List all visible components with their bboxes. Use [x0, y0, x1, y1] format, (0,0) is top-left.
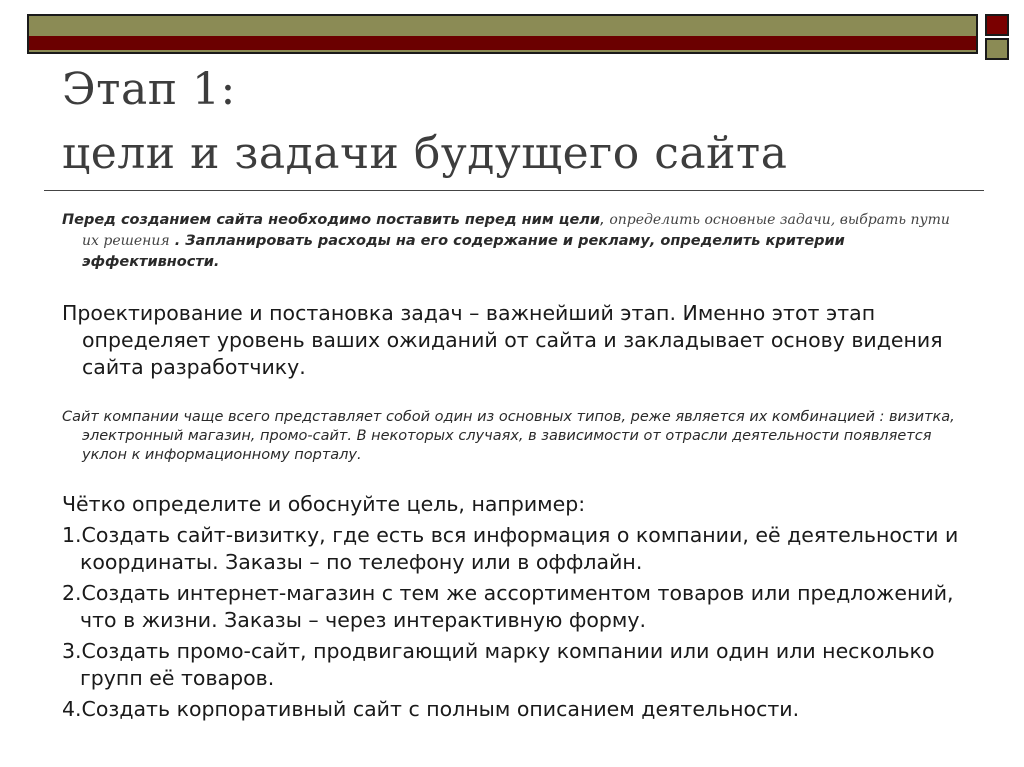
intro-part-b: определить основные задачи, выбрать пути их решения	[82, 212, 950, 249]
slide-title-line1: Этап 1:	[62, 64, 236, 115]
slide-title	[62, 58, 787, 186]
intro-paragraph	[62, 210, 962, 273]
site-types-paragraph: Сайт компании чаще всего представляет собой один из основных типов, реже является их комбинацией : визитка, электронный магазин, промо-сайт. В некоторых случаях, в зависимости от отрасли деятельности появляется уклон к информационному порталу.	[62, 409, 955, 463]
goal-step-3: 3.Создать промо-сайт, продвигающий марку компании или один или несколько групп её товаров.	[62, 639, 935, 690]
goal-steps-list	[62, 522, 962, 723]
corner-decoration	[985, 14, 1009, 60]
slide-body	[62, 210, 962, 727]
slide-title-line2: цели и задачи будущего сайта	[62, 128, 788, 179]
goal-intro: Чётко определите и обоснуйте цель, например:	[62, 492, 586, 516]
goal-step-1: 1.Создать сайт-визитку, где есть вся информация о компании, её деятельности и координаты. Заказы – по телефону или в оффлайн.	[62, 523, 959, 574]
corner-box-olive	[985, 38, 1009, 60]
intro-sep-a: ,	[600, 212, 610, 228]
intro-part-c: Запланировать расходы на его содержание и рекламу, определить критерии эффективности.	[82, 233, 845, 270]
intro-sep-b: .	[169, 233, 186, 249]
corner-box-maroon	[985, 14, 1009, 36]
title-divider	[44, 190, 984, 191]
intro-part-a: Перед созданием сайта необходимо поставить перед ним цели	[62, 212, 601, 228]
design-paragraph: Проектирование и постановка задач – важнейший этап. Именно этот этап определяет уровень ваших ожиданий от сайта и закладывает основу видения сайта разработчику.	[62, 301, 943, 379]
header-decorative-bar	[27, 14, 978, 54]
header-maroon-stripe	[29, 36, 976, 50]
goal-step-2: 2.Создать интернет-магазин с тем же ассортиментом товаров или предложений, что в жизни. Заказы – через интерактивную форму.	[62, 581, 954, 632]
goal-step-4: 4.Создать корпоративный сайт с полным описанием деятельности.	[62, 697, 800, 721]
